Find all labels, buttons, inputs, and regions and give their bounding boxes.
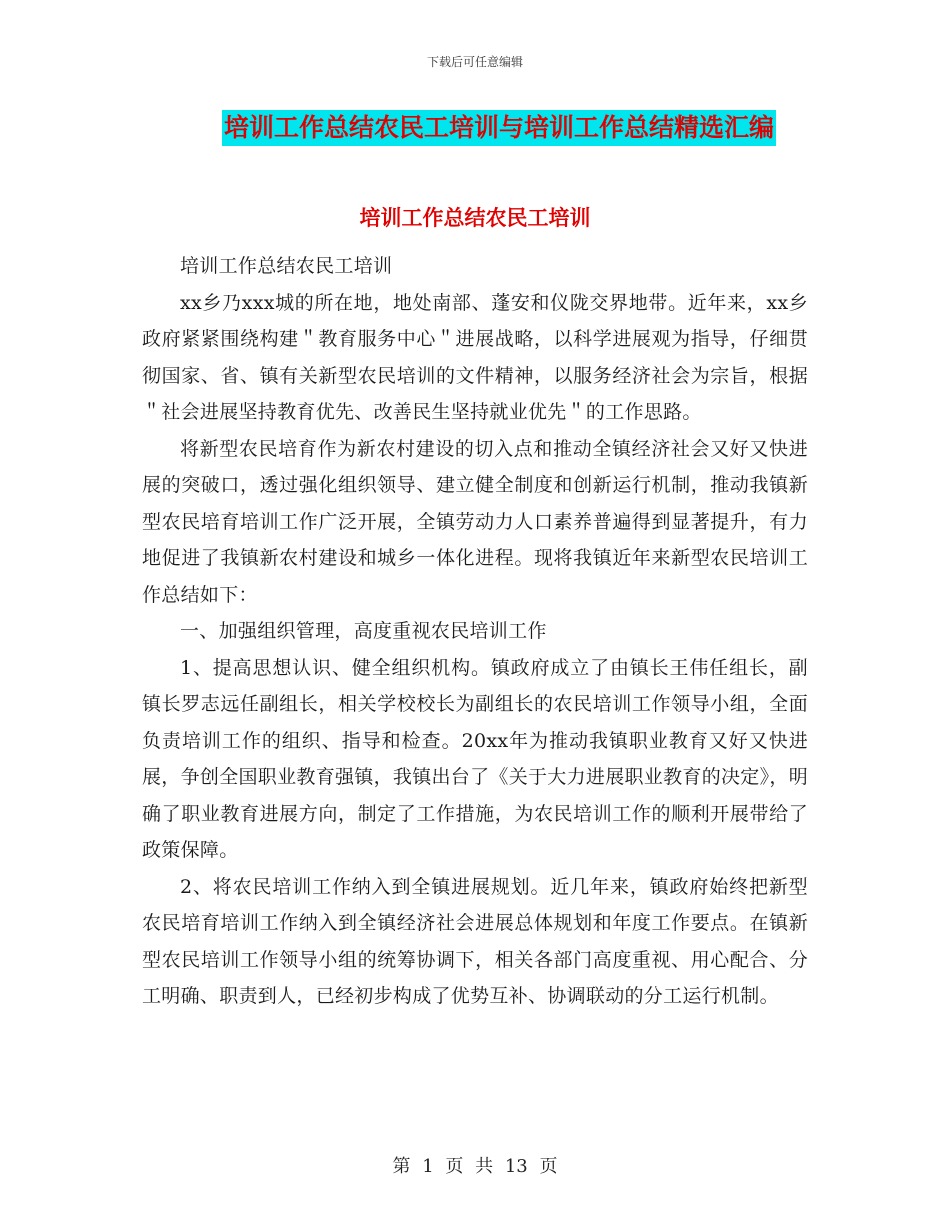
main-title: 培训工作总结农民工培训与培训工作总结精选汇编 — [222, 110, 776, 146]
paragraph: xx乡乃xxx城的所在地，地处南部、蓬安和仪陇交界地带。近年来，xx乡政府紧紧围绕构建＂教育服务中心＂进展战略，以科学进展观为指导，仔细贯彻国家、省、镇有关新型农民培训的文件精神，以服务经济社会为宗旨，根据＂社会进展坚持教育优先、改善民生坚持就业优先＂的工作思路。 — [142, 291, 808, 423]
header-note: 下载后可任意编辑 — [426, 55, 523, 69]
section-heading: 一、加强组织管理，高度重视农民培训工作 — [180, 620, 547, 642]
paragraph-heading: 培训工作总结农民工培训 — [180, 255, 393, 277]
paragraph: 将新型农民培育作为新农村建设的切入点和推动全镇经济社会又好又快进展的突破口，透过强化组织领导、建立健全制度和创新运行机制，推动我镇新型农民培育培训工作广泛开展，全镇劳动力人口素养普遍得到显著提升，有力地促进了我镇新农村建设和城乡一体化进程。现将我镇近年来新型农民培训工作总结如下： — [142, 437, 808, 606]
main-title-wrap — [0, 110, 950, 146]
paragraph: 1、提高思想认识、健全组织机构。镇政府成立了由镇长王伟任组长，副镇长罗志远任副组长，相关学校校长为副组长的农民培训工作领导小组，全面负责培训工作的组织、指导和检查。20xx年为推动我镇职业教育又好又快进展，争创全国职业教育强镇，我镇出台了《关于大力进展职业教育的决定》，明确了职业教育进展方向，制定了工作措施，为农民培训工作的顺利开展带给了政策保障。 — [142, 656, 809, 861]
page-footer: 第 1 页 共 13 页 — [392, 1156, 558, 1177]
paragraph: 2、将农民培训工作纳入到全镇进展规划。近几年来，镇政府始终把新型农民培育培训工作纳入到全镇经济社会进展总体规划和年度工作要点。在镇新型农民培训工作领导小组的统筹协调下，相关各部门高度重视、用心配合、分工明确、职责到人，已经初步构成了优势互补、协调联动的分工运行机制。 — [142, 875, 808, 1007]
body-text — [142, 248, 808, 1015]
sub-title: 培训工作总结农民工培训 — [359, 206, 591, 230]
